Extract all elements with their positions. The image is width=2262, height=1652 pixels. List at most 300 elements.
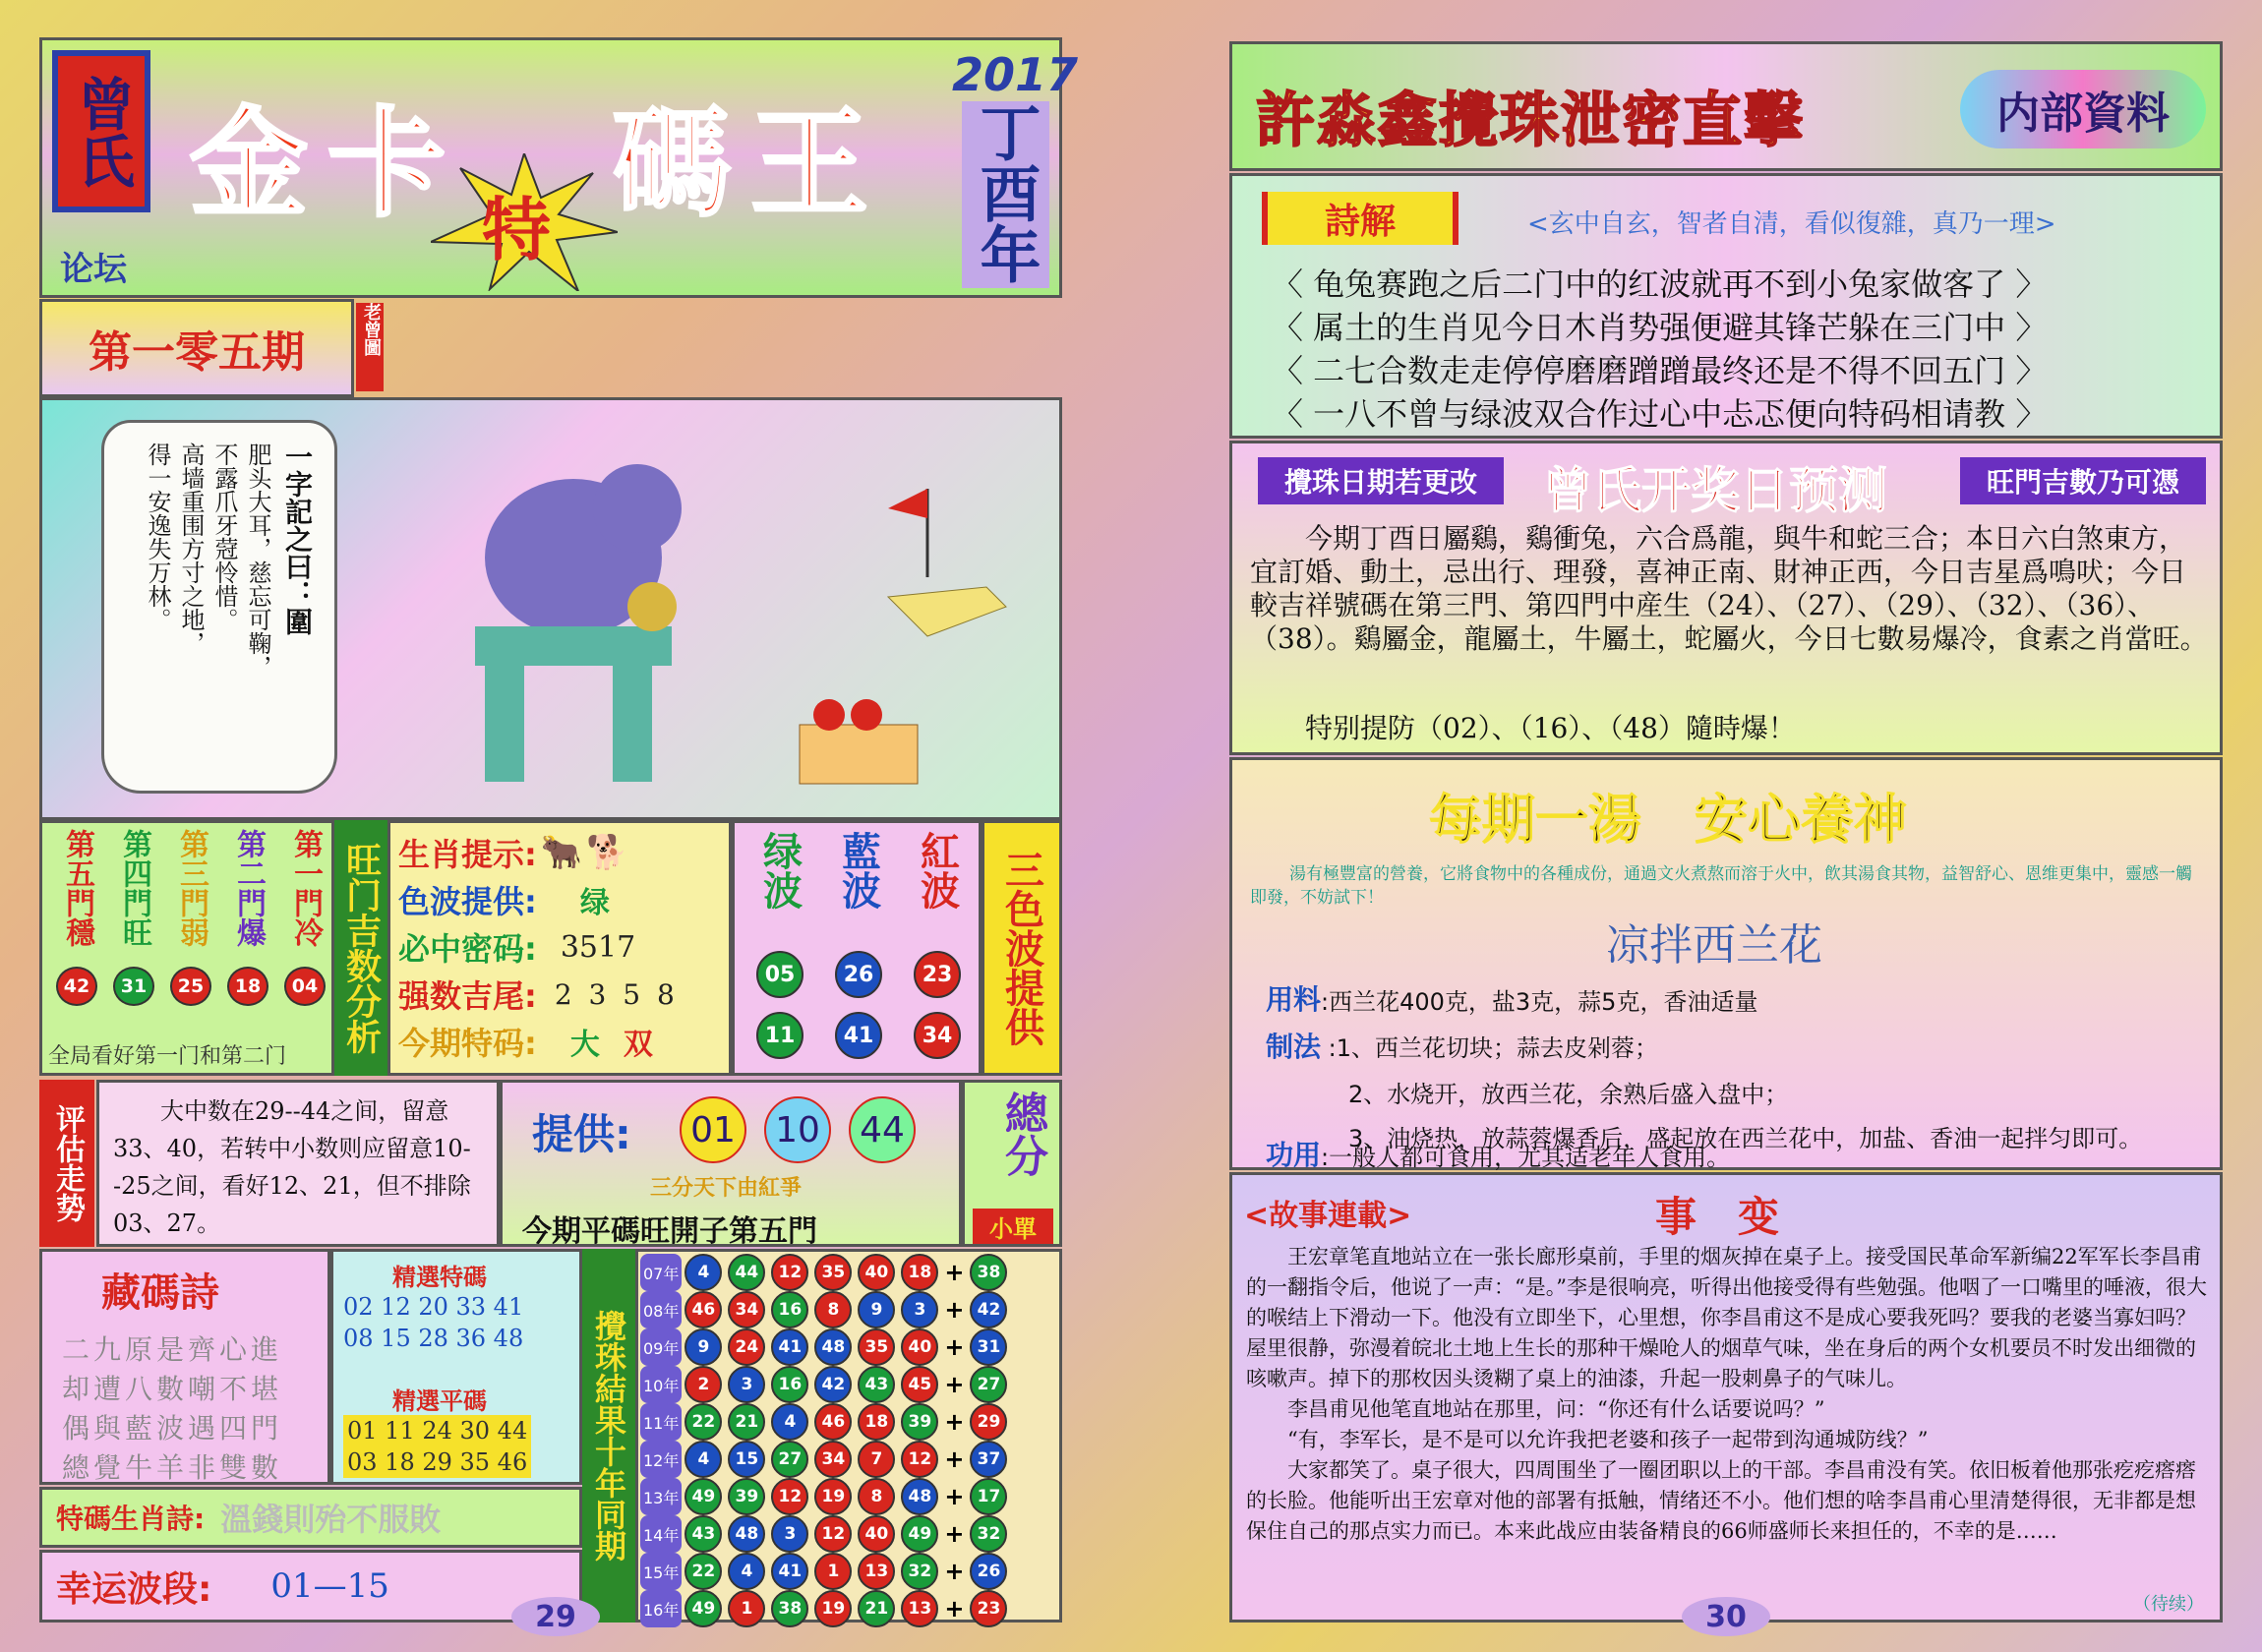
- number-ball: 45: [901, 1366, 938, 1403]
- results-cell: [682, 1254, 725, 1291]
- results-cell: [898, 1328, 941, 1366]
- results-cell: [768, 1328, 811, 1366]
- results-cell: [855, 1403, 898, 1441]
- special-picks-title: 精選特碼: [392, 1264, 487, 1291]
- number-ball: 41: [835, 1012, 882, 1059]
- doors-columns: [48, 829, 333, 1006]
- number-ball: 4: [728, 1553, 765, 1590]
- results-cell: [682, 1403, 725, 1441]
- results-row: [640, 1291, 1010, 1328]
- number-ball: 24: [728, 1328, 765, 1366]
- number-ball: 40: [858, 1254, 895, 1291]
- results-row: [640, 1328, 1010, 1366]
- dish-name: 凉拌西兰花: [1606, 920, 1822, 971]
- results-issue: 08年: [640, 1291, 682, 1328]
- number-ball: 38: [970, 1254, 1007, 1291]
- special-char: 特: [482, 189, 551, 270]
- results-cell: [768, 1515, 811, 1553]
- door-label: 第五門穩: [60, 829, 94, 947]
- number-ball: 43: [685, 1515, 722, 1553]
- number-ball: 1: [814, 1553, 852, 1590]
- number-ball: 4: [685, 1441, 722, 1478]
- scroll-line-2: 不露爪牙蒄怜惜。: [210, 442, 238, 631]
- title-part-b: 碼王: [613, 94, 888, 233]
- hint-row: [398, 923, 721, 971]
- door-column: [55, 829, 98, 1006]
- results-cell: [768, 1478, 811, 1515]
- story-tag: <故事連載>: [1244, 1199, 1412, 1233]
- ball: [627, 582, 677, 631]
- waves-side-title: 三色波提供: [982, 820, 1062, 1076]
- story-paragraphs: [1246, 1242, 2210, 1547]
- number-ball: 8: [858, 1478, 895, 1515]
- wave-ball-cell: [741, 951, 818, 998]
- results-row: [640, 1403, 1010, 1441]
- results-table: [640, 1254, 1010, 1627]
- poem-section: [39, 1249, 330, 1485]
- results-plus: +: [944, 1595, 965, 1622]
- poem-explain-line: 〈 二七合数走走停停磨磨蹭蹭最终还是不得不回五门 〉: [1272, 352, 2048, 389]
- results-cell: [898, 1590, 941, 1627]
- forecast-body: 今期丁酉日屬鷄，鷄衝兔，六合爲龍，與牛和蛇三合；本日六白煞東方，宜訂婚、動土，忌出行、理發，喜神正南、財神正西，今日吉星爲鳴吠；今日較吉祥號碼在第三門、第四門中産生（24）、（27）、（29）、（32）、（36）、（38）。鷄屬金，龍屬土，牛屬土，蛇屬火，今日七數易爆冷，食素之肖當旺。: [1250, 522, 2208, 655]
- poem-explain: [1229, 173, 2223, 439]
- hint-value: 大: [569, 1028, 600, 1062]
- number-ball: 25: [170, 967, 211, 1006]
- results-cell: [855, 1291, 898, 1328]
- forecast-title: 曾氏开奖日预测: [1543, 461, 1887, 519]
- number-ball: 23: [914, 951, 961, 998]
- results-cell: [725, 1366, 768, 1403]
- scroll-line-1: 肥头大耳，慈忘可鞠，: [244, 442, 271, 678]
- title-part-a: 金卡: [190, 94, 465, 233]
- number-ball: 34: [728, 1291, 765, 1328]
- issue-seal: 老曾圖: [356, 303, 384, 391]
- results-cell: [855, 1478, 898, 1515]
- number-ball: 16: [771, 1291, 808, 1328]
- results-row: [640, 1553, 1010, 1590]
- results-cell: [768, 1403, 811, 1441]
- results-issue: 11年: [640, 1403, 682, 1441]
- number-ball: 3: [771, 1515, 808, 1553]
- scroll-line-4: 得一安逸失万林。: [144, 442, 171, 631]
- results-cell: [811, 1553, 855, 1590]
- results-special: [967, 1441, 1010, 1478]
- number-ball: 7: [858, 1441, 895, 1478]
- number-ball: 15: [728, 1441, 765, 1478]
- lucky-band: [39, 1550, 582, 1622]
- right-header: [1229, 41, 2223, 171]
- number-ball: 4: [771, 1403, 808, 1441]
- flag-icon: [888, 489, 927, 518]
- soup-section: [1229, 757, 2223, 1170]
- door-label: 第四門旺: [117, 829, 151, 947]
- number-ball: 23: [970, 1590, 1007, 1627]
- door-label: 第二門爆: [231, 829, 266, 947]
- number-ball: 3: [901, 1291, 938, 1328]
- results-issue: 14年: [640, 1515, 682, 1553]
- door-label: 第一門冷: [288, 829, 323, 947]
- number-ball: 27: [970, 1366, 1007, 1403]
- stool-leg: [613, 664, 652, 782]
- results-cell: [811, 1254, 855, 1291]
- results-cell: [898, 1441, 941, 1478]
- provide-number: 01: [680, 1096, 746, 1163]
- poem-line: 却遭八數嘲不堪: [62, 1373, 283, 1405]
- forum-label: 论坛: [60, 250, 127, 289]
- number-ball: 49: [685, 1478, 722, 1515]
- number-ball: 34: [914, 1012, 961, 1059]
- results-cell: [811, 1328, 855, 1366]
- results-special: [967, 1366, 1010, 1403]
- effect-label: 功用: [1266, 1139, 1322, 1171]
- ingredients-text: :西兰花400克，盐3克，蒜5克，香油适量: [1321, 988, 1758, 1016]
- hint-row: [398, 829, 721, 876]
- results-cell: [725, 1441, 768, 1478]
- provide-label: 提供:: [532, 1110, 631, 1158]
- number-ball: 22: [685, 1403, 722, 1441]
- number-ball: 22: [685, 1553, 722, 1590]
- wave-ball-cell: [898, 1012, 976, 1059]
- number-ball: 37: [970, 1441, 1007, 1478]
- number-ball: 48: [728, 1515, 765, 1553]
- wave-headers: [741, 831, 977, 910]
- number-ball: 34: [814, 1441, 852, 1478]
- wave-ball-cell: [819, 951, 897, 998]
- number-ball: 49: [685, 1590, 722, 1627]
- number-ball: 21: [728, 1403, 765, 1441]
- results-plus: +: [944, 1558, 965, 1585]
- number-ball: 39: [901, 1403, 938, 1441]
- results-cell: [768, 1441, 811, 1478]
- poem-explain-line: 〈 属土的生肖见今日木肖势强便避其锋芒躲在三门中 〉: [1272, 309, 2048, 346]
- number-ball: 12: [814, 1515, 852, 1553]
- hint-value: 2 3 5 8: [554, 977, 679, 1011]
- results-cell: [898, 1366, 941, 1403]
- number-ball: 18: [901, 1254, 938, 1291]
- poem-title: 藏碼詩: [101, 1269, 219, 1316]
- story-section: [1229, 1172, 2223, 1622]
- results-cell: [811, 1291, 855, 1328]
- number-ball: 48: [901, 1478, 938, 1515]
- soup-intro: 湯有極豐富的營養，它將食物中的各種成份，通過文火煮熬而溶于火中，飲其湯食其物，益智舒心、恩维更集中，靈感一觸即發，不妨試下！: [1250, 864, 2192, 908]
- bear-head: [593, 464, 682, 553]
- door-column: [226, 829, 269, 1006]
- method-step-2: 2、水烧开，放西兰花，余熟后盛入盘中；: [1348, 1081, 1789, 1108]
- hint-value: 3517: [560, 929, 636, 965]
- number-ball: 41: [771, 1328, 808, 1366]
- results-cell: [725, 1254, 768, 1291]
- number-ball: 40: [901, 1328, 938, 1366]
- results-special: [967, 1291, 1010, 1328]
- scroll-line-3: 高墙重围方寸之地，: [177, 442, 205, 655]
- number-ball: 3: [728, 1366, 765, 1403]
- apple-icon: [851, 699, 882, 731]
- hint-row: [398, 1018, 721, 1065]
- number-ball: 05: [756, 951, 804, 998]
- number-ball: 41: [771, 1553, 808, 1590]
- method-step-3: 3、油烧热，放蒜蓉爆香后，盛起放在西兰花中，加盐、香油一起拌匀即可。: [1348, 1125, 2143, 1152]
- year: 2017: [952, 48, 1079, 101]
- results-cell: [682, 1328, 725, 1366]
- assessment-title: 评估走势: [39, 1080, 94, 1247]
- results-cell: [855, 1441, 898, 1478]
- results-plus: +: [944, 1446, 965, 1473]
- hint-label: 色波提供:: [398, 883, 537, 920]
- ox-icon: 🐂: [540, 833, 583, 872]
- poem-lines: [62, 1330, 282, 1488]
- number-ball: 42: [970, 1291, 1007, 1328]
- results-issue: 07年: [640, 1254, 682, 1291]
- number-ball: 26: [835, 951, 882, 998]
- doors-side-title: 旺门吉数分析: [334, 820, 387, 1076]
- results-side-title: 攪珠結果十年同期: [582, 1249, 635, 1622]
- story-title: 事 变: [1655, 1193, 1780, 1241]
- results-cell: [725, 1328, 768, 1366]
- number-ball: 46: [814, 1403, 852, 1441]
- doors-section: [39, 820, 334, 1076]
- door-column: [169, 829, 212, 1006]
- provide-slogan: 三分天下由紅爭: [650, 1176, 803, 1201]
- number-ball: 35: [814, 1254, 852, 1291]
- results-special: [967, 1478, 1010, 1515]
- results-plus: +: [944, 1296, 965, 1324]
- waves-section: [732, 820, 982, 1076]
- results-cell: [768, 1366, 811, 1403]
- results-cell: [811, 1403, 855, 1441]
- method-label: 制法: [1266, 1031, 1322, 1063]
- door-column: [112, 829, 155, 1006]
- poem-explain-tag: 詩解: [1262, 192, 1458, 245]
- left-header: [39, 37, 1079, 298]
- hint-label: 强数吉尾:: [398, 977, 537, 1015]
- number-ball: 40: [858, 1515, 895, 1553]
- results-cell: [768, 1590, 811, 1627]
- results-cell: [682, 1553, 725, 1590]
- flat-picks: [343, 1415, 531, 1478]
- results-cell: [725, 1403, 768, 1441]
- number-ball: 27: [771, 1441, 808, 1478]
- pick-row: 03 18 29 35 46: [347, 1448, 528, 1476]
- results-cell: [855, 1590, 898, 1627]
- results-cell: [811, 1590, 855, 1627]
- surname: 曾氏: [68, 74, 135, 189]
- results-row: [640, 1515, 1010, 1553]
- results-cell: [811, 1478, 855, 1515]
- results-special: [967, 1553, 1010, 1590]
- results-cell: [898, 1553, 941, 1590]
- number-ball: 16: [771, 1366, 808, 1403]
- forecast-section: [1229, 441, 2223, 755]
- wave-ball-cell: [898, 951, 976, 998]
- wave-ball-cell: [819, 1012, 897, 1059]
- number-ball: 26: [970, 1553, 1007, 1590]
- results-special: [967, 1254, 1010, 1291]
- results-cell: [725, 1590, 768, 1627]
- number-ball: 46: [685, 1291, 722, 1328]
- results-cell: [768, 1291, 811, 1328]
- zodiac-poem-text: 溫錢則殆不服敗: [220, 1501, 442, 1538]
- wave-ball-cell: [741, 1012, 818, 1059]
- illustration-panel: [39, 397, 1062, 820]
- right-page: [1229, 24, 2223, 1634]
- results-cell: [855, 1553, 898, 1590]
- number-ball: 2: [685, 1366, 722, 1403]
- results-row: [640, 1441, 1010, 1478]
- results-row: [640, 1478, 1010, 1515]
- results-cell: [682, 1366, 725, 1403]
- results-plus: +: [944, 1333, 965, 1361]
- number-ball: 18: [858, 1403, 895, 1441]
- page-number: 29: [511, 1597, 600, 1636]
- number-ball: 48: [814, 1328, 852, 1366]
- results-issue: 13年: [640, 1478, 682, 1515]
- zodiac-poem-label: 特碼生肖詩:: [56, 1503, 206, 1535]
- number-ball: 31: [970, 1328, 1007, 1366]
- number-ball: 31: [113, 967, 154, 1006]
- to-be-continued: （待续）: [2133, 1594, 2204, 1615]
- results-special: [967, 1328, 1010, 1366]
- results-cell: [682, 1478, 725, 1515]
- hints-section: [387, 820, 732, 1076]
- story-paragraph: 大家都笑了。桌子很大，四周围坐了一圈团职以上的干部。李昌甫没有笑。依旧板着他那张疙疙瘩瘩的长脸。他能听出王宏章对他的部署有抵触，情绪还不小。他们想的啥李昌甫心里清楚得很，无非都是想保住自己的那点实力而已。本来此战应由装备精良的66师盛师长来担任的，不幸的是……: [1246, 1458, 2196, 1543]
- door-column: [283, 829, 327, 1006]
- story-paragraph: “有，李军长，是不是可以允许我把老婆和孩子一起带到沟通城防线？”: [1287, 1428, 1929, 1451]
- internal-badge: 内部資料: [1960, 70, 2206, 148]
- hint-row: [398, 971, 721, 1018]
- poem-explain-subtitle: <玄中自玄，智者自清，看似復雜，真乃一理>: [1527, 209, 2056, 239]
- number-ball: 44: [728, 1254, 765, 1291]
- results-plus: +: [944, 1371, 965, 1398]
- results-cell: [768, 1254, 811, 1291]
- results-cell: [898, 1403, 941, 1441]
- special-picks: [343, 1291, 523, 1354]
- lucky-label: 幸运波段:: [56, 1568, 212, 1610]
- number-ball: 12: [771, 1254, 808, 1291]
- results-cell: [811, 1515, 855, 1553]
- number-ball: 13: [901, 1590, 938, 1627]
- hint-label: 今期特码:: [398, 1025, 537, 1062]
- number-ball: 1: [728, 1590, 765, 1627]
- ingredients-label: 用料: [1266, 983, 1322, 1016]
- results-cell: [725, 1553, 768, 1590]
- pick-row: 01 11 24 30 44: [347, 1417, 528, 1445]
- results-row: [640, 1366, 1010, 1403]
- results-plus: +: [944, 1520, 965, 1548]
- poem-line: 偶與藍波遇四門: [62, 1412, 283, 1445]
- results-section: [635, 1249, 1062, 1622]
- soup-title: 每期一湯 安心養神: [1429, 788, 1907, 851]
- results-plus: +: [944, 1483, 965, 1510]
- results-cell: [768, 1553, 811, 1590]
- results-row: [640, 1590, 1010, 1627]
- number-ball: 12: [901, 1441, 938, 1478]
- number-ball: 32: [901, 1553, 938, 1590]
- results-cell: [682, 1291, 725, 1328]
- number-ball: 19: [814, 1590, 852, 1627]
- surname-badge: [52, 50, 150, 212]
- right-title: 許淼鑫攪珠泄密直擊: [1256, 87, 1805, 155]
- results-cell: [725, 1478, 768, 1515]
- results-special: [967, 1403, 1010, 1441]
- number-ball: 04: [284, 967, 326, 1006]
- number-ball: 9: [858, 1291, 895, 1328]
- picks-section: [330, 1249, 582, 1485]
- total-section: [962, 1080, 1062, 1247]
- story-paragraph: 李昌甫见他笔直地站在那里，问：“你还有什么话要说吗？”: [1287, 1397, 1825, 1421]
- number-ball: 42: [814, 1366, 852, 1403]
- number-ball: 39: [728, 1478, 765, 1515]
- forecast-tag-left: 攪珠日期若更改: [1258, 457, 1504, 504]
- hint-label: 生肖提示:: [398, 836, 537, 873]
- number-ball: 18: [227, 967, 268, 1006]
- fence: [888, 587, 1006, 636]
- zodiac-poem: [39, 1487, 582, 1548]
- results-issue: 16年: [640, 1590, 682, 1627]
- provide-number: 44: [849, 1096, 916, 1163]
- page-number: 30: [1682, 1597, 1770, 1636]
- results-cell: [855, 1515, 898, 1553]
- number-ball: 21: [858, 1590, 895, 1627]
- provide-note: 今期平碼旺開子第五門: [522, 1214, 817, 1249]
- stool-top: [475, 626, 672, 666]
- results-cell: [682, 1441, 725, 1478]
- pick-row: 08 15 28 36 48: [343, 1325, 524, 1352]
- results-cell: [682, 1590, 725, 1627]
- results-cell: [855, 1254, 898, 1291]
- number-ball: 38: [771, 1590, 808, 1627]
- results-row: [640, 1254, 1010, 1291]
- effect-row: [1266, 1134, 1730, 1173]
- results-cell: [682, 1515, 725, 1553]
- number-ball: 9: [685, 1328, 722, 1366]
- special-star: [431, 153, 618, 291]
- number-ball: 49: [901, 1515, 938, 1553]
- total-title: 總分: [997, 1091, 1047, 1177]
- results-issue: 12年: [640, 1441, 682, 1478]
- effect-text: :一般人都可食用，尤其适老年人食用。: [1321, 1144, 1731, 1171]
- results-cell: [725, 1515, 768, 1553]
- stool-leg: [485, 664, 524, 782]
- results-cell: [855, 1328, 898, 1366]
- poem-explain-lines: [1272, 263, 2196, 436]
- poem-line: 總覺牛羊非雙數: [62, 1451, 283, 1484]
- number-ball: 19: [814, 1478, 852, 1515]
- total-value: 小單: [973, 1209, 1053, 1244]
- results-cell: [811, 1441, 855, 1478]
- results-cell: [898, 1254, 941, 1291]
- poem-line: 二九原是齊心進: [62, 1333, 283, 1366]
- wave-header: 紅波: [914, 831, 961, 910]
- provide-number: 10: [764, 1096, 831, 1163]
- story-paragraph: 王宏章笔直地站立在一张长廊形桌前，手里的烟灰掉在桌子上。接受国民革命军新编22军军长李昌甫的一翻指令后，他说了一声：“是。”李是很响亮，听得出他接受得有些勉强。他咽了一口嘴里的唾液，很大的喉结上下滑动一下。他没有立即坐下，心里想，你李昌甫这不是成心要我死吗？要我的老婆当寡妇吗？屋里很静，弥漫着皖北土地上生长的那种干燥呛人的烟草气味，坐在身后的两个女机要员不时发出细微的咳嗽声。掉下的那枚因头烫糊了桌上的油漆，升起一股刺鼻子的气味儿。: [1246, 1245, 2207, 1390]
- hint-label: 必中密码:: [398, 930, 537, 968]
- wave-header: 藍波: [835, 831, 882, 910]
- results-cell: [811, 1366, 855, 1403]
- ganzhi: 丁酉年: [962, 101, 1049, 288]
- results-cell: [855, 1366, 898, 1403]
- results-issue: 10年: [640, 1366, 682, 1403]
- hint-value: 双: [623, 1028, 653, 1062]
- scroll: [101, 420, 337, 794]
- results-cell: [898, 1515, 941, 1553]
- number-ball: 42: [56, 967, 97, 1006]
- number-ball: 35: [858, 1328, 895, 1366]
- hint-value: 绿: [579, 886, 610, 920]
- results-issue: 09年: [640, 1328, 682, 1366]
- method-step-1: :1、西兰花切块；蒜去皮剁蓉；: [1328, 1034, 1659, 1062]
- flat-picks-title: 精選平碼: [392, 1387, 487, 1415]
- results-issue: 15年: [640, 1553, 682, 1590]
